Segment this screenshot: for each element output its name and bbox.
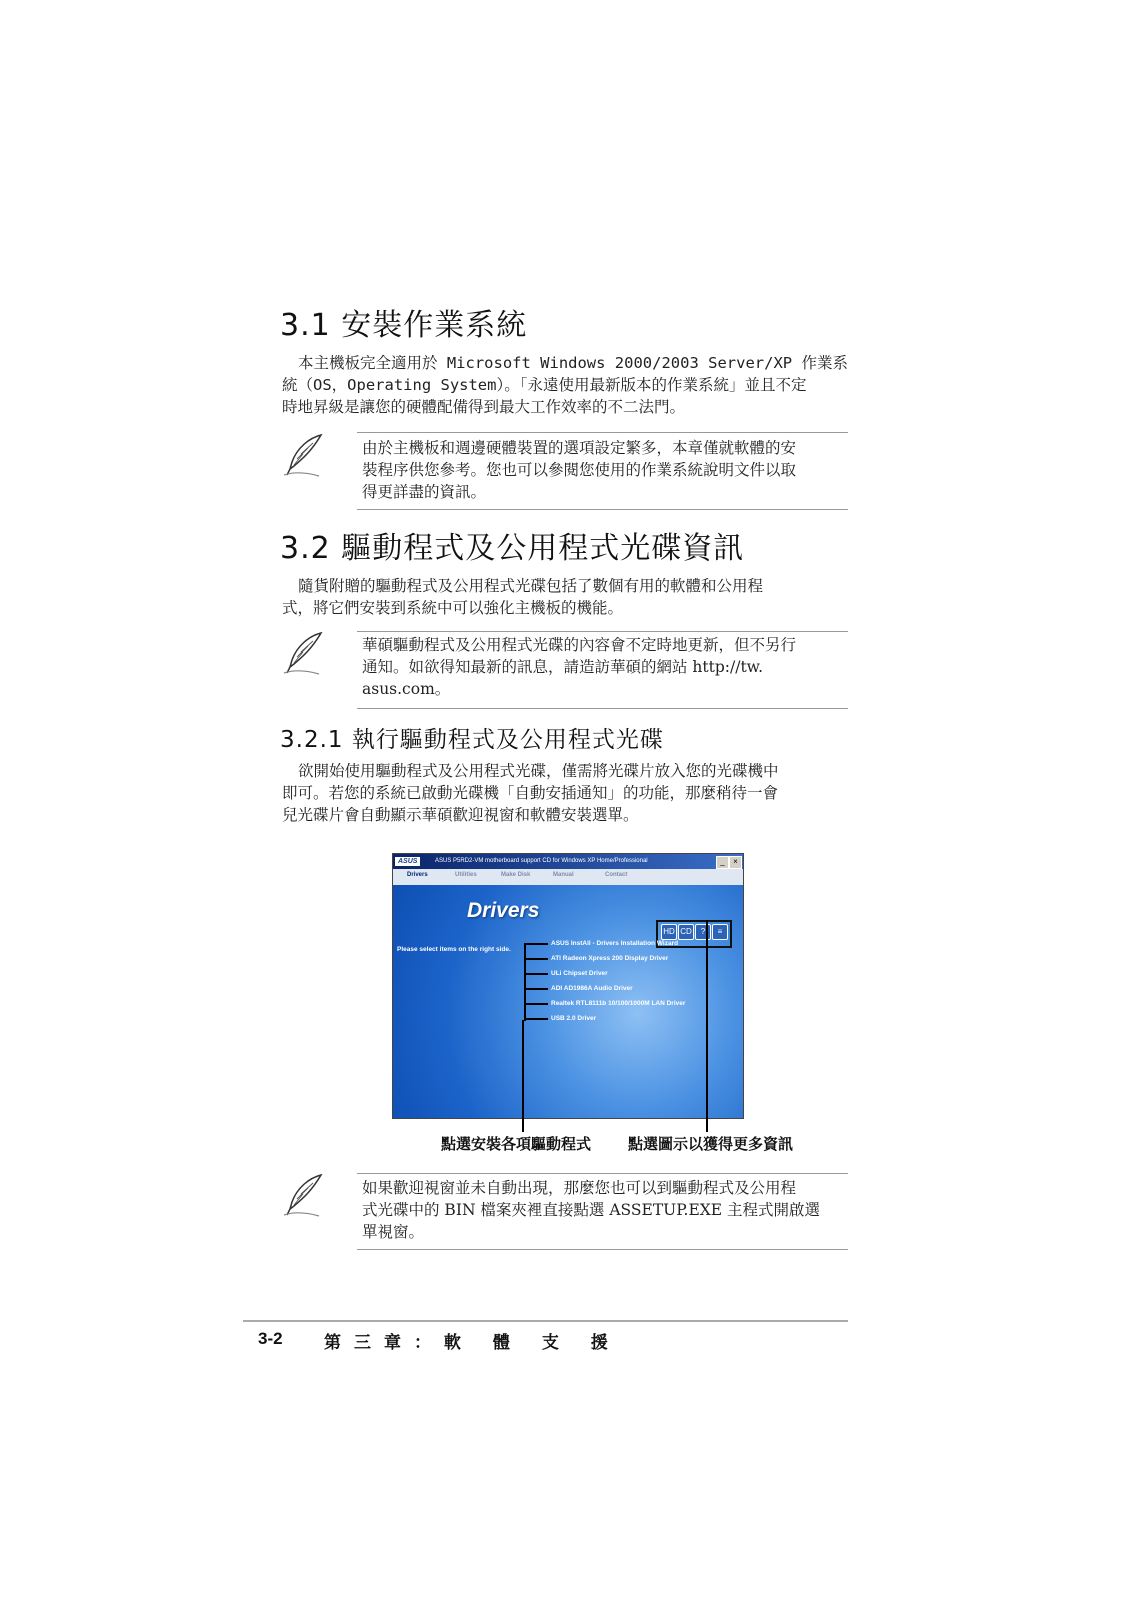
support-cd-window-screenshot (392, 853, 744, 1119)
note-bottom-divider (357, 509, 848, 510)
para-line: 即可。若您的系統已啟動光碟機「自動安插通知」的功能，那麼稍待一會 (282, 784, 779, 802)
tab-manual[interactable]: Manual (553, 872, 574, 878)
help-text: Please select items on the right side. (397, 946, 511, 953)
menu-item-asus-install[interactable]: ASUS InstAll - Drivers Installation Wizard (551, 940, 679, 947)
note-feather-icon (281, 432, 329, 478)
menu-item-ati-display[interactable]: ATI Radeon Xpress 200 Display Driver (551, 955, 669, 962)
note-bottom-divider (357, 1249, 848, 1250)
footer-divider (243, 1320, 848, 1322)
tab-make-disk[interactable]: Make Disk (501, 872, 531, 878)
tab-utilities[interactable]: Utilities (455, 872, 477, 878)
para-line: 本主機板完全適用於 Microsoft Windows 2000/2003 Server/XP 作業系 (298, 354, 848, 372)
note-top-divider (357, 432, 848, 433)
section-3-2-1-heading: 3.2.1 執行驅動程式及公用程式光碟 (280, 727, 664, 753)
section-3-1-heading: 3.1 安裝作業系統 (280, 308, 528, 343)
note-line: 單視窗。 (362, 1223, 425, 1241)
menu-item-adi-audio[interactable]: ADI AD1986A Audio Driver (551, 985, 633, 992)
cd-icon[interactable]: CD (678, 924, 694, 940)
menu-tick (524, 1003, 548, 1005)
section-3-2-paragraph (282, 575, 848, 619)
para-line: 隨貨附贈的驅動程式及公用程式光碟包括了數個有用的軟體和公用程 (298, 577, 764, 595)
hd-icon[interactable]: HD (661, 924, 677, 940)
note-text (362, 437, 848, 503)
note-line: 如果歡迎視窗並未自動出現，那麼您也可以到驅動程式及公用程 (362, 1179, 797, 1197)
callout-line-right (706, 920, 708, 1132)
note-line: 式光碟中的 BIN 檔案夾裡直接點選 ASSETUP.EXE 主程式開啟選 (362, 1201, 821, 1219)
section-3-2-1-paragraph (282, 760, 848, 826)
para-line: 兒光碟片會自動顯示華碩歡迎視窗和軟體安裝選單。 (282, 806, 639, 824)
section-3-2-heading: 3.2 驅動程式及公用程式光碟資訊 (280, 531, 745, 566)
note-line: 通知。如欲得知最新的訊息，請造訪華碩的網站 http://tw. (362, 658, 764, 676)
para-line: 時地昇級是讓您的硬體配備得到最大工作效率的不二法門。 (282, 398, 686, 416)
menu-tick (524, 958, 548, 960)
close-icon[interactable]: × (729, 856, 742, 869)
callout-line-left (522, 1020, 524, 1132)
help-icon[interactable]: ? (695, 924, 711, 940)
para-line: 統（OS，Operating System）。「永遠使用最新版本的作業系統」並且不定 (282, 376, 807, 394)
menu-tick (524, 973, 548, 975)
window-title: ASUS P5RD2-VM motherboard support CD for Windows XP Home/Professional (435, 858, 648, 864)
note-line: 裝程序供您參考。您也可以參閱您使用的作業系統說明文件以取 (362, 461, 797, 479)
note-line: 華碩驅動程式及公用程式光碟的內容會不定時地更新，但不另行 (362, 636, 797, 654)
menu-tick (524, 1018, 548, 1020)
menu-item-usb[interactable]: USB 2.0 Driver (551, 1015, 597, 1022)
menu-item-uli-chipset[interactable]: ULi Chipset Driver (551, 970, 608, 977)
note-top-divider (357, 1173, 848, 1174)
page-number: 3-2 (258, 1329, 283, 1348)
para-line: 欲開始使用驅動程式及公用程式光碟，僅需將光碟片放入您的光碟機中 (298, 762, 779, 780)
note-text (362, 1177, 848, 1243)
note-text (362, 634, 848, 700)
menu-item-realtek-lan[interactable]: Realtek RTL8111b 10/100/1000M LAN Driver (551, 1000, 686, 1007)
file-list-icon[interactable]: ≡ (712, 924, 728, 940)
note-feather-icon (281, 1172, 329, 1218)
caption-install-drivers: 點選安裝各項驅動程式 (441, 1135, 592, 1153)
window-content (393, 885, 743, 1118)
section-3-1-paragraph (282, 352, 848, 418)
menu-tick (524, 943, 548, 945)
tab-contact[interactable]: Contact (605, 872, 628, 878)
menu-tick (524, 988, 548, 990)
panel-title: Drivers (467, 899, 540, 922)
note-bottom-divider (357, 708, 848, 709)
window-titlebar (393, 854, 743, 869)
note-line: 由於主機板和週邊硬體裝置的選項設定繁多，本章僅就軟體的安 (362, 439, 797, 457)
chapter-title: 第三章：軟 體 支 援 (324, 1333, 621, 1353)
para-line: 式，將它們安裝到系統中可以強化主機板的機能。 (282, 599, 624, 617)
note-line: asus.com。 (362, 680, 451, 698)
tab-bar (393, 869, 743, 885)
note-top-divider (357, 631, 848, 632)
caption-more-info: 點選圖示以獲得更多資訊 (628, 1135, 794, 1153)
note-line: 得更詳盡的資訊。 (362, 483, 487, 501)
minimize-icon[interactable]: _ (716, 856, 729, 869)
menu-bracket (524, 943, 526, 1021)
tab-drivers[interactable]: Drivers (407, 872, 428, 878)
note-feather-icon (281, 630, 329, 676)
asus-logo: ASUS (395, 857, 420, 866)
